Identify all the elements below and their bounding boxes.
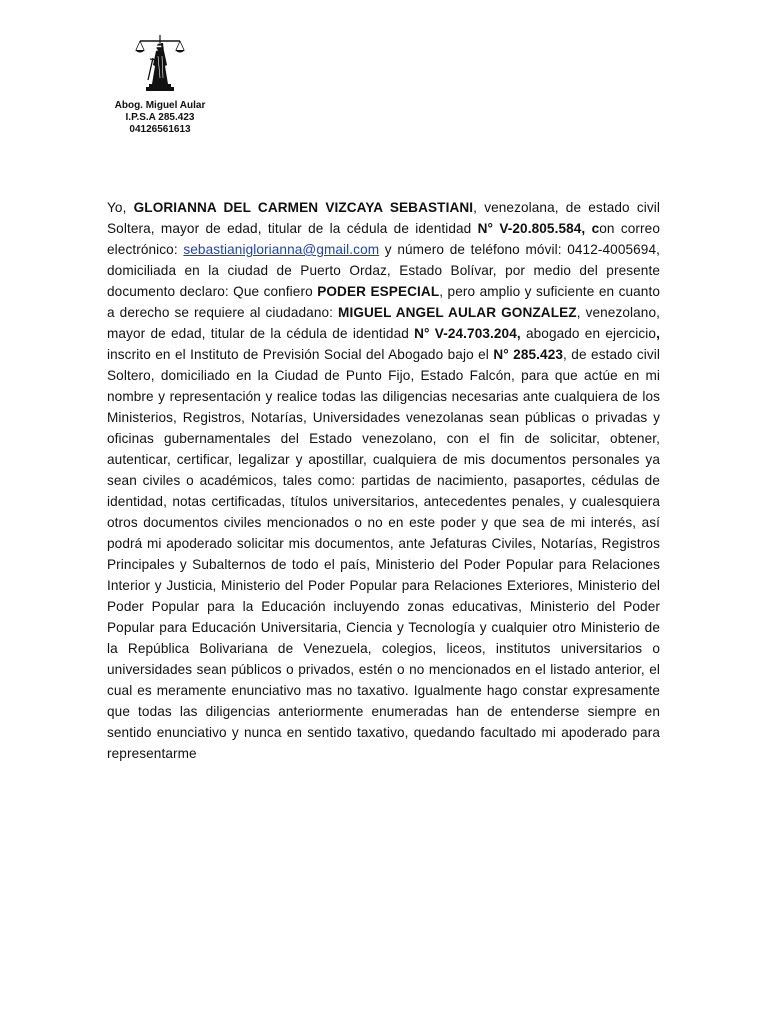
text-segment: , venezolana, de estado civil Soltera, mayor de edad, titular de la cédula de identidad <box>107 200 660 236</box>
text-segment: Yo, <box>107 200 134 215</box>
ipsa-number: I.P.S.A 285.423 <box>125 112 195 123</box>
grantor-id: N° V-20.805.584, c <box>477 221 600 236</box>
document-body <box>107 197 660 764</box>
power-type: PODER ESPECIAL <box>317 284 440 299</box>
text-segment: abogado en ejercicio <box>520 326 657 341</box>
email-link[interactable]: sebastianiglorianna@gmail.com <box>183 242 380 257</box>
text-segment: y número de teléfono móvil: 0412-4005694, domiciliada en la ciudad de Puerto Ordaz, Estado Bolívar, por medio del presente documento declaro: Que confiero <box>107 242 660 299</box>
bold-comma: , <box>656 326 660 341</box>
ipsa-registration: N° 285.423 <box>493 347 564 362</box>
grantor-name: GLORIANNA DEL CARMEN VIZCAYA SEBASTIANI <box>133 200 474 215</box>
lawyer-phone: 04126561613 <box>129 124 191 135</box>
lawyer-name: Abog. Miguel Aular <box>114 100 206 111</box>
letterhead <box>100 32 220 136</box>
text-segment: , pero amplio y suficiente en cuanto a derecho se requiere al ciudadano: <box>107 284 660 320</box>
attorney-id: N° V-24.703.204, <box>414 326 521 341</box>
lady-justice-icon <box>132 32 188 92</box>
text-segment: inscrito en el Instituto de Previsión Social del Abogado bajo el <box>107 347 494 362</box>
attorney-name: MIGUEL ANGEL AULAR GONZALEZ <box>338 305 577 320</box>
text-segment: , venezolano, mayor de edad, titular de la cédula de identidad <box>107 305 660 341</box>
text-segment: on correo electrónico: <box>107 221 660 257</box>
text-segment: , de estado civil Soltero, domiciliado en la Ciudad de Punto Fijo, Estado Falcón, para que actúe en mi nombre y representación y realice todas las diligencias necesarias ante cualquiera de los Ministerios, Registros, Notarías, Universidades venezolanas sean públicas o privadas y oficinas gubernamentales del Estado venezolano, con el fin de solicitar, obtener, autenticar, certificar, legalizar y apostillar, cualquiera de mis documentos personales ya sean civiles o académicos, tales como: partidas de nacimiento, pasaportes, cédulas de identidad, notas certificadas, títulos universitarios, antecedentes penales, y cualesquiera otros documentos civiles mencionados o no en este poder y que sea de mi interés, así podrá mi apoderado solicitar mis documentos, ante Jefaturas Civiles, Notarías, Registros Principales y Subalternos de todo el país, Ministerio del Poder Popular para Relaciones Interior y Justicia, Ministerio del Poder Popular para Relaciones Exteriores, Ministerio del Poder Popular para la Educación incluyendo zonas educativas, Ministerio del Poder Popular para Educación Universitaria, Ciencia y Tecnología y cualquier otro Ministerio de la República Bolivariana de Venezuela, colegios, liceos, institutos universitarios o universidades sean públicos o privados, estén o no mencionados en el listado anterior, el cual es meramente enunciativo mas no taxativo. Igualmente hago constar expresamente que todas las diligencias anteriormente enumeradas han de entenderse siempre en sentido enunciativo y nunca en sentido taxativo, quedando facultado mi apoderado para representarme <box>107 347 660 761</box>
